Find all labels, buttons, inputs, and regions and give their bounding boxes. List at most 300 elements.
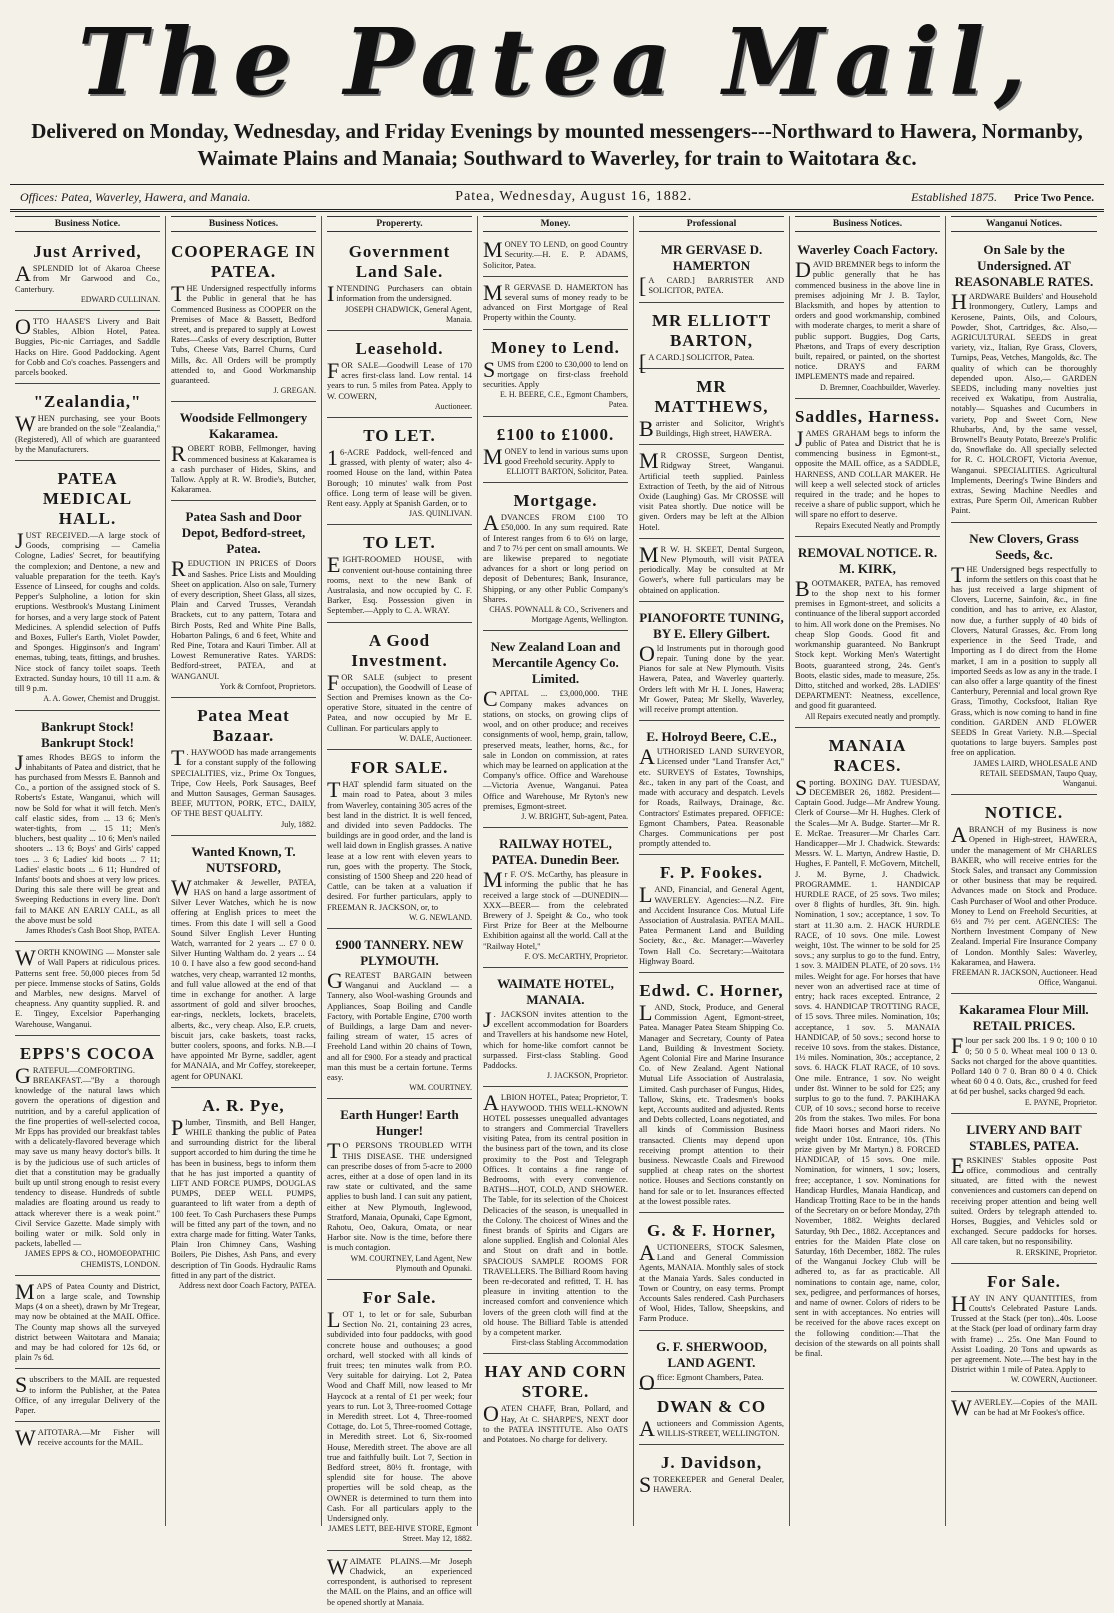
ad-signature: Auctioneer.	[434, 401, 472, 411]
ad-text: ld Instruments put in thorough good repair. Tuning done by the year. Pianos for sale at New Plymouth. Visits Hawera, Patea, and Waverley quarterly. Orders left with Mr H. I. Jones, Hawera; Mr Gower, Patea; Mr Skelly, Waverley, will receive prompt attention.	[639, 643, 784, 715]
drop-capital: T	[327, 777, 341, 803]
ad-text: AND, Financial, and General Agent, WAVERLEY. Agencies:—N.Z. Fire and Accident Insurance Cos. Mutual Life Association of Australasia. PATEA MAIL. Patea Permanent Land and Building Society, &c., &c. Manager:—Waverley Town Hall Co. Secretary:—Waitotara Highway Board.	[639, 885, 784, 966]
ad-body	[795, 774, 940, 1360]
column-4	[478, 216, 634, 1526]
ad-signature: JAMES LETT, BEE-HIVE STORE, Egmont Street. May 12, 1882.	[328, 1524, 472, 1544]
drop-capital: L	[327, 1307, 341, 1333]
column-heading: Professional	[639, 216, 784, 232]
ad-body	[15, 1278, 160, 1364]
ad-title: TO LET.	[363, 533, 436, 553]
advertisement	[483, 333, 628, 417]
ad-body	[327, 1307, 472, 1524]
price: Price Two Pence.	[1014, 191, 1094, 204]
advertisement	[483, 971, 628, 1087]
ad-signature: E. H. BEERE, C.E., Egmont Chambers, Patea.	[500, 390, 628, 410]
drop-capital: C	[483, 686, 498, 712]
column-heading: Wanganui Notices.	[951, 216, 1097, 232]
ad-text: RSKINES' Stables opposite Post office, commodious and centrally situated, are fitted with the newest conveniences and customers can depend on receiving proper attention and being well suited. Orders by telegraph attended to. Horses, Buggies, and Vehicles sold or exchanged. Secure paddocks for horses. All care taken, but no responsibility.	[951, 1155, 1097, 1247]
ad-title: Kakaramea Flour Mill. RETAIL PRICES.	[959, 1002, 1089, 1034]
ad-body	[639, 640, 784, 715]
drop-capital: T	[951, 561, 965, 587]
drop-capital: O	[639, 1369, 655, 1395]
drop-capital: A	[639, 1415, 655, 1441]
ad-body	[639, 349, 784, 375]
ad-text: SPLENDID lot of Akaroa Cheese from Mr Garwood and Co., Canterbury.	[15, 264, 160, 294]
ad-title: For Sale.	[362, 1288, 437, 1308]
advertisement	[327, 334, 472, 418]
ad-body	[795, 425, 940, 521]
ad-text: ames Rhodes BEGS to inform the inhabitants of Patea and district, that he has purchased from Messrs E. Bannoh and Co., a portion of the assigned stock of S. Roberts's Estate, Wanganui, which will now be Sold for what it will fetch. Men's calf elastic sides, from ... 13 6; Men's water-tights, from ... 15 11; Men's bluchers, best quality ... 10 6; Men's nailed shooters ... 13 6; Boys' and Girls' capped toes ... 3 6; Ladies' kid boots ... 7 11; Ladies' elastic boots ... 6 11; Hundred of Infants' boots and shoes at very low prices. During this sale there will be great and Sweeping Reductions in every line. Don't fail to MAKE AN EARLY CALL, as all the above must be sold	[15, 752, 160, 925]
advertisement	[639, 976, 784, 1213]
column-heading: Business Notices.	[795, 216, 940, 232]
ad-text: 6-ACRE Paddock, well-fenced and grassed, with plenty of water; also 4-roomed House on the land, within Patea Borough; 10 minutes' walk from Post office. Long term of lease will be given. Rent easy. Apply at Spanish Garden, or to	[327, 448, 472, 509]
advertisement	[171, 504, 316, 698]
drop-capital: W	[171, 874, 192, 900]
ad-text: R CROSSE, Surgeon Dentist, Ridgway Street, Wanganui. Artificial teeth supplied. Painless Extraction of Teeth, by the aid of Nitrous Oxide (Laughing) Gas. Mr CROSSE will visit Patea shortly. Due notice will be given. Orders may be left at the Albion Hotel.	[639, 451, 784, 532]
ad-body	[639, 999, 784, 1207]
ad-body	[327, 777, 472, 913]
ad-body	[327, 281, 472, 307]
drop-capital: H	[951, 1290, 967, 1316]
ad-body	[639, 1240, 784, 1325]
ad-text: porting. BOXING DAY. TUESDAY, DECEMBER 26, 1882. President—Captain Good. Judge—Mr Andrew Young. Clerk of Course—Mr H. Hughes. Clerk of the Scales—Mr A. Budge. Starter—Mr R. E. McRae. Treasurer—Mr Charles Carr. Handicapper—Mr J. Chadwick. Stewards: Messrs. W. L. Martyn, Andrew Hastie, D. Hughes, F. Pantell, F. McGovern, Mitchell, J. M. Byrne, J. Chadwick. PROGRAMME. 1. HANDICAP HURDLE RACE, of 25 sovs. Two miles; over 8 flights of hurdles, 3ft. 9in. high. Nomination, 1 sov.; acceptance, 1 sov. To start at 11.30 a.m. 2. HACK HURDLE RACE, of 10 sovs. One mile. Lowest weight, 10st. The winner to be sold for 25 sovs.; any surplus to go to the fund. Entry, 1 sov. 3. MAIDEN PLATE, of 20 sovs. 1½ miles. Weight for age. For horses that have never won an advertised race at time of entry; hack races excepted. Entrance, 2 sovs. 4. HANDICAP TROTTING RACE, of 15 sovs. Three miles. Nomination, 10s; acceptance, 1 sov. 5. MANAIA HANDICAP, of 50 sovs.; second horse to receive 10 sovs. from the stakes. Distance, 1½ miles. Nomination, 30s.; acceptance, 2 sovs. 6. HACK FLAT RACE, of 10 sovs. One mile. Entrance, 1 sov. No weight under 8st. Winner to be sold for £25; any surplus to go to the fund. 7. PAKIHAKA CUP, of 10 sovs.; second horse to receive 20s from the stakes. Two miles. For bona fide Maori horses and Maori riders. No weight under 10st. Entrance, 10s. (This prize given by Mr Martyn.) 8. FORCED HANDICAP, of 15 sovs. One mile. Nomination, for winners, 1 sov.; losers, free; acceptance, 1 sov. Nominations for Handicap Hurdles, Manaia Handicap, and Handicap Trotting Race to be in the hands of the Secretary on or before Monday, 27th November, 1882. Weights declared Saturday, 9th Dec., 1882. Acceptances and entries for the Maiden Plate close on Saturday, 16th December, 1882. The rules of the Wanganui Jockey Club will be adhered to, as far as practicable. All nominations to contain age, name, color, sex, pedigree, and performances of horses, and name of owner. Colors of riders to be sent in with acceptances. No entries will be received for the above races except on the following condition:—That the decision of the stewards on all points shall be final.	[795, 777, 940, 1359]
ad-body	[795, 575, 940, 712]
drop-capital: W	[15, 945, 36, 971]
ad-body	[327, 967, 472, 1083]
ad-signature: CHAS. POWNALL & CO., Scriveners and Mortgage Agents, Wellington.	[489, 605, 628, 625]
ad-text: TTO HAASE'S Livery and Bait Stables, Albion Hotel, Patea. Buggies, Pic-nic Carriages, and Saddle Hacks on Hire. Good Paddocking. Agent for Cobb and Co's coaches. Passengers and parcels booked.	[15, 317, 160, 378]
ad-title: DWAN & CO	[656, 1396, 767, 1416]
advertisement	[15, 714, 160, 943]
ad-title: New Clovers, Grass Seeds, &c.	[969, 530, 1079, 562]
ad-signature: All Repairs executed neatly and promptly.	[805, 711, 940, 721]
ad-text: . JACKSON invites attention to the excellent accommodation for Boarders and Travellers at his handsome new Hotel, which for home-like comfort cannot be surpassed. First-class Stabling. Good Paddocks.	[483, 1009, 628, 1070]
ad-body	[15, 314, 160, 378]
drop-capital: G	[327, 967, 343, 993]
ad-body	[327, 1138, 472, 1253]
ad-signature: W. G. NEWLAND.	[408, 912, 472, 922]
ad-title: G. & F. Horner,	[647, 1221, 776, 1240]
advertisement	[171, 701, 316, 836]
advertisement	[327, 1554, 472, 1613]
advertisement	[15, 387, 160, 461]
ad-body	[15, 945, 160, 1030]
ad-title: Patea Sash and Door Depot, Bedford-street, Patea.	[181, 509, 306, 557]
ad-title: NOTICE.	[984, 803, 1064, 823]
advertisement	[795, 402, 940, 537]
drop-capital: W	[15, 1425, 36, 1451]
ad-text: uctioneers and Commission Agents, WILLIS-STREET, WELLINGTON.	[656, 1418, 784, 1439]
advertisement	[639, 306, 784, 375]
drop-capital: I	[327, 281, 335, 307]
ad-title: Money to Lend.	[491, 337, 620, 357]
ad-body	[483, 356, 628, 391]
drop-capital: [	[639, 273, 647, 299]
ad-body	[483, 237, 628, 271]
ad-signature: J. JACKSON, Proprietor.	[546, 1071, 628, 1081]
advertisement	[795, 540, 940, 728]
advertisement	[795, 731, 940, 1365]
column-2	[166, 216, 322, 1526]
advertisement	[15, 1372, 160, 1422]
advertisement	[327, 626, 472, 750]
ad-text: . HAYWOOD has made arrangements for a constant supply of the following SPECIALITIES, viz., Prime Ox Tongues, Tripe, Cow Heels, Pork Sausages, Beef and Mutton Sausages, German Sausages. BEEF, MUTTON, PORK, ETC., DAILY, OF THE BEST QUALITY.	[171, 748, 316, 819]
ad-body	[639, 744, 784, 849]
ad-body	[171, 281, 316, 386]
ad-text: A CARD.] BARRISTER AND SOLICITOR, PATEA.	[648, 276, 784, 296]
drop-capital: A	[15, 261, 31, 287]
ad-text: EDUCTION IN PRICES of Doors and Sashes. Price Lists and Moulding Sheet on application. Also on sale, Turnery of every description, Sheet Glass, all sizes, Plain and Carved Trusses, Verandah Brackets, cut to any pattern, Totara and Birch Posts, Red and White Pine Balls, Hobarton Palings, 6 and 6 feet, White and Red Pine, Totara and Kauri Timber. All at Lowest Remunerative Rates. YARDS: Bedford-street, PATEA, and at WANGANUI.	[171, 559, 316, 681]
column-heading: Propererty.	[327, 216, 472, 232]
ad-signature: JAMES LAIRD, WHOLESALE AND RETAIL SEEDSMAN, Taupo Quay, Wanganui.	[973, 758, 1097, 788]
column-1	[10, 216, 166, 1526]
ad-title: Just Arrived,	[33, 242, 142, 262]
advertisement	[327, 421, 472, 525]
ad-text: HE Undersigned respectfully informs the Public in general that he has Commenced Business as COOPER on the Premises of Mace & Bassett, Bedford street, and is prepared to supply at Lowest Rates—Casks of every description, Butter Tubs, Cheese Vats, Barrel Churns, Curd Mills, &c. All Orders will be promptly attended to, and Good Workmanship guaranteed.	[171, 284, 316, 386]
advertisement	[951, 526, 1097, 795]
drop-capital: J	[795, 425, 804, 451]
drop-capital: 1	[327, 445, 338, 471]
drop-capital: [	[639, 349, 647, 375]
ad-text: AIMATE PLAINS.—Mr Joseph Chadwick, an experienced correspondent, is authorised to represent the MAIL on the Plains, and an office will be opened shortly at Manaia.	[327, 1556, 472, 1607]
ad-body	[171, 441, 316, 495]
ad-body	[795, 257, 940, 382]
drop-capital: M	[15, 1278, 35, 1304]
advertisement	[483, 420, 628, 484]
ad-title: TO LET.	[363, 426, 436, 446]
ad-text: APS of Patea County and District, on a large scale, and Township Maps (4 on a sheet), drawn by Mr Tregear, may now be obtained at the MAIL Office. The County map shows all the surveyed district between Waitotara and Manaia; and may be had colored for 12s 6d, or plain 7s 6d.	[15, 1281, 160, 1363]
ad-signature: EDWARD CULLINAN.	[80, 294, 160, 304]
ad-signature: W. COWERN, Auctioneer.	[1010, 1375, 1097, 1385]
drop-capital: M	[483, 443, 503, 469]
ad-title: Edwd. C. Horner,	[639, 980, 784, 1000]
ad-title: REMOVAL NOTICE. R. M. KIRK,	[797, 544, 938, 576]
advertisement	[483, 831, 628, 968]
column-heading: Business Notices.	[171, 216, 316, 232]
columns-container	[10, 216, 1104, 1607]
drop-capital: R	[171, 441, 186, 467]
advertisement	[639, 448, 784, 539]
ad-signature: E. PAYNE, Proprietor.	[1024, 1097, 1097, 1107]
drop-capital: A	[639, 1240, 655, 1265]
ad-signature: F. O'S. McCARTHY, Proprietor.	[524, 951, 628, 961]
ad-text: AITOTARA.—Mr Fisher will receive accounts for the MAIL.	[37, 1428, 160, 1448]
ad-signature: A. A. Gower, Chemist and Druggist.	[43, 694, 160, 704]
tagline: Delivered on Monday, Wednesday, and Friday Evenings by mounted messengers---Northward to Hawera, Normanby, Waimate Plains and Manaia; Southward to Waverley, for train to Waitotara &c.	[31, 119, 1083, 170]
ad-body	[639, 1369, 784, 1395]
ad-signature: FREEMAN R. JACKSON, Auctioneer. Head Office, Wanganui.	[951, 967, 1097, 988]
ad-body	[951, 561, 1097, 759]
ad-title: COOPERAGE IN PATEA.	[171, 242, 316, 282]
column-5	[634, 216, 790, 1526]
drop-capital: L	[639, 999, 653, 1025]
column-heading: Business Notice.	[15, 216, 160, 232]
ad-body	[171, 556, 316, 681]
advertisement	[15, 945, 160, 1036]
ad-body	[171, 874, 316, 1082]
advertisement	[171, 1091, 316, 1296]
advertisement	[639, 858, 784, 973]
ad-text: r F. O'S. McCarthy, has pleasure in informing the public that he has received a large stock of —DUNEDIN—XXX—BEER— from the celebrated Brewery of J. Speight & Co., who took First Prize for Beer at the Melbourne Exhibition against all the world. Call at the "Railway Hotel,"	[483, 870, 628, 951]
ad-title: MR ELLIOTT BARTON,	[651, 310, 772, 350]
ad-body	[483, 279, 628, 324]
ad-title: A. R. Pye,	[202, 1095, 285, 1115]
ad-text: lour per sack 200 lbs. 1 9 0; 100 0 10 0; 50 0 5 0. Wheat meal 100 0 13 0. Sacks not charged for the above quantities. Pollard 140 0 7 0. Bran 80 0 4 0. Chick wheat 60 0 4 0. Oats, &c., crushed for feed at 6d per bushel, sacks charged 9d each.	[951, 1036, 1097, 1097]
ad-title: A Good Investment.	[351, 630, 448, 670]
ad-signature: J. GREGAN.	[273, 386, 316, 396]
advertisement	[639, 1392, 784, 1445]
advertisement	[327, 1283, 472, 1551]
advertisement	[327, 528, 472, 622]
advertisement	[327, 932, 472, 1099]
ad-text: HE Undersigned begs respectfully to inform the settlers on this coast that he has just received a large shipment of Clovers, Lucerne, Sainfoin, &c., in fine condition, and has to arrive, ex Alastor, now due, a further supply of 40 bids of Clovers, Natural Grasses, &c. From long experience in the Seed Trade, and Importing as I do direct from the Home market, I am in a position to supply all imported Seeds as low as any in the trade. I can also offer a large quantity of the finest Canterbury, Perennial and local grown Rye Grass, Timothy, Cocksfoot, Italian Rye Grass, which is now coming to hand in fine condition. GARDEN AND FLOWER SEEDS In Great Variety. N.B.—Special quotations to large buyers. Samples post free on application.	[951, 564, 1097, 758]
advertisement	[15, 1425, 160, 1453]
drop-capital: M	[639, 541, 659, 567]
ad-body	[951, 1290, 1097, 1376]
drop-capital: P	[171, 1114, 184, 1140]
advertisement	[639, 237, 784, 302]
advertisement	[639, 724, 784, 855]
ad-signature: W. DALE, Auctioneer.	[399, 733, 472, 743]
drop-capital: T	[171, 281, 185, 307]
ad-title: For Sale.	[987, 1271, 1061, 1291]
ad-text: UTHORISED LAND SURVEYOR, Licensed under "Land Transfer Act," etc. SURVEYS of Estates, Townships, &c., taken in any part of the Coast, and made with accuracy and despatch. Levels for Roads, Railways, Drainage, &c. Contractors' Estimates prepared. OFFICE: Egmont Chambers, Patea. Reasonable Charges. Communications per post promptly attended to.	[639, 747, 784, 849]
ad-text: LBION HOTEL, Patea; Proprietor, T. HAYWOOD. THIS WELL-KNOWN HOTEL possesses unequalled advantages to strangers and Commercial Travellers visiting Patea, from its central position in the business part of the town, and its close proximity to the Post and Telegraph Offices. It contains a fine range of Bedrooms, with every convenience. BATHS—HOT, COLD, AND SHOWER. The Table, for its selection of the Choicest Delicacies of the season, is unequalled in the Colony. The choicest of Wines and the finest brands of Spirits and Cigars are alone supplied. English and Colonial Ales and Stout on draft and in bottle. SPACIOUS SAMPLE ROOMS FOR TRAVELLERS. The Billiard Room having been re-decorated and refitted, T. H. has pleasure in inviting attention to the increased comfort and convenience which lovers of the green cloth will find at the old house. The Billiard Table is attended by a competent marker.	[483, 1093, 628, 1338]
advertisement	[795, 237, 940, 399]
advertisement	[327, 1102, 472, 1280]
ad-text: O PERSONS TROUBLED WITH THIS DISEASE. THE undersigned can prescribe doses of from 5-acre to 2000 acres, either at a dose of open land in its raw state or cultivated, and the same applies to bush land. I can suit any patient, either at New Plymouth, Inglewood, Stratford, Manaia, Opunaki, Cape Egmont, Rahotu, Oeo, Oakura, Omata, or near Harbor site. Now is the time, before there is much contagion.	[327, 1141, 472, 1253]
advertisement	[639, 1448, 784, 1500]
ad-signature: Address next door Coach Factory, PATEA.	[178, 1281, 316, 1291]
ad-title: WAIMATE HOTEL, MANAIA.	[497, 975, 614, 1007]
drop-capital: T	[327, 1138, 341, 1164]
ad-title: Mortgage.	[513, 491, 598, 511]
ad-text: R GERVASE D. HAMERTON has several sums of money ready to be advanced on First Mortgage of Real Property within the County.	[483, 282, 628, 323]
advertisement	[15, 1279, 160, 1370]
drop-capital: W	[15, 411, 36, 437]
drop-capital: L	[639, 882, 653, 908]
drop-capital: A	[483, 510, 499, 536]
drop-capital: A	[951, 822, 967, 848]
drop-capital: R	[171, 556, 186, 582]
ad-body	[639, 1415, 784, 1441]
ad-text: TOREKEEPER and General Dealer, HAWERA.	[653, 1475, 784, 1495]
drop-capital: F	[327, 669, 340, 695]
advertisement	[639, 1216, 784, 1331]
advertisement	[483, 1090, 628, 1354]
ad-title: Wanted Known, T. NUTSFORD,	[191, 843, 296, 875]
advertisement	[483, 280, 628, 330]
ad-body	[639, 448, 784, 533]
drop-capital: M	[483, 867, 503, 893]
ad-body	[483, 1090, 628, 1338]
ad-text: R W. H. SKEET, Dental Surgeon, New Plymouth, will visit PATEA periodically. May be consulted at Mr Gower's, where full particulars may be obtained on application.	[639, 544, 784, 595]
drop-capital: T	[171, 745, 185, 771]
ad-text: HAT splendid farm situated on the main road to Patea, about 3 miles from Waverley, containing 305 acres of the best land in the district. It is well fenced, and divided into seven Paddocks. The buildings are in good order, and the land is well laid down in English grasses. A native lease at a low rent with eleven years to run, goes with the property. The Stock, consisting of 1500 Sheep and 220 head of Cattle, can be taken at a valuation if desired. For further particulars, apply to FREEMAN R. JACKSON, or, to	[327, 780, 472, 912]
ad-body	[15, 261, 160, 295]
drop-capital: O	[15, 314, 31, 340]
ad-text: arrister and Solicitor, Wright's Buildings, High street, HAWERA.	[655, 418, 784, 439]
drop-capital: S	[795, 774, 808, 800]
ad-signature: James Rhodes's Cash Boot Shop, PATEA.	[25, 925, 160, 935]
drop-capital: F	[327, 358, 340, 384]
ad-body	[171, 1114, 316, 1281]
ad-text: UST RECEIVED.—A large stock of Goods, comprising — Camelia Cologne, Ladies' Secret, for beautifying the complexion; and Dentone, a new and valuable preparation for the teeth. Kay's Essence of Linseed, for coughs and colds. Pepper's Sulpholine, a lotion for skin eruptions. Westbrook's Mustang Liniment for horses, and a very large stock of Patent Medicines. A splendid selection of Puffs and Boxes, Fuller's Earth, Violet Powder, and Sponges. Higginson's and Ingram' enemas, tubing, teats, fittings, and brushes. Nice stock of fancy toilet soaps. Teeth Extracted. Sunday hours, 10 till 11 a.m. & till 9 p.m.	[15, 531, 160, 694]
advertisement	[327, 753, 472, 929]
ad-title: Saddles, Harness.	[795, 406, 940, 426]
ad-body	[15, 528, 160, 694]
ad-text: ORTH KNOWING — Monster sale of Wall Papers at ridiculous prices. Patterns sent free. 50,000 pieces from 5d per piece. Immense stocks of Satins, Golds and Marbles, new designs. Marvel of cheapness. Any quantity supplied. R. and E. Tingey, Excelsior Paperhanging Warehouse, Wanganui.	[15, 948, 160, 1029]
drop-capital: E	[951, 1152, 965, 1178]
ad-title: Bankrupt Stock! Bankrupt Stock!	[41, 718, 134, 750]
ad-text: lumber, Tinsmith, and Bell Hanger, WHILE thanking the public of Patea and surrounding district for the liberal support accorded to him during the time he has been in business, begs to inform them that he has just imported a quantity of LIFT AND FORCE PUMPS, DOUGLAS PUMPS, DEEP WELL PUMPS, guaranteed to lift water from a depth of 100 feet. To Cash Purchasers these Pumps will be fitted any part of the town, and no extra charge made for fitting. Water Tanks, Plain Iron Chimney Cans, Washing Boilers, Pie Dishes, Ash Pans, and every description of Tin Goods. Hydraulic Rams fitted in any part of the district.	[171, 1117, 316, 1280]
ad-body	[171, 745, 316, 819]
drop-capital: W	[951, 1394, 972, 1420]
ad-text: RATEFUL—COMFORTING. BREAKFAST.—"By a thorough knowledge of the natural laws which govern the operations of digestion and nutrition, and by a careful application of the fine properties of well-selected cocoa, Mr Epps has provided our breakfast tables with a delicately-flavored beverage which may save us many heavy doctor's bills. It is by the judicious use of such articles of diet that a constitution may be gradually built up until strong enough to resist every tendency to disease. Hundreds of subtle maladies are floating around us ready to attack wherever there is a weak point." Civil Service Gazette. Made simply with boiling water or milk. Sold only in packets, labelled —	[15, 1065, 160, 1249]
ad-title: EPPS'S COCOA	[19, 1043, 156, 1063]
advertisement	[951, 1267, 1097, 1392]
advertisement	[483, 486, 628, 631]
ad-body	[15, 1372, 160, 1416]
ad-body	[327, 445, 472, 509]
drop-capital: A	[639, 744, 655, 770]
ad-text: UCTIONEERS, STOCK Salesmen, Land and General Commission Agents, MANAIA. Monthly sales of stock at the Manaia Yards. Sales conducted in Town or Country, on easy terms. Prompt Accounts Sales rendered. Cash Purchasers of Wool, Hides, Tallow, Sheepskins, and Farm Produce.	[639, 1243, 784, 1324]
advertisement	[327, 237, 472, 331]
ad-title: PATEA MEDICAL HALL.	[42, 469, 133, 529]
ad-text: APITAL ... £3,000,000. THE Company makes advances on stations, on stocks, on growing clips of wool, and on other produce; and receives consignments of wool, hemp, grain, tallow, preserved meats, leather, horns, &c., for sale in London on commission, at rates which may be learned on application at the Company's office. Office and Warehouse—Victoria Avenue, Wanganui. Patea Office and Warehouse, Mr Ryton's new premises, Egmont-street.	[483, 689, 628, 811]
ad-body	[327, 358, 472, 402]
ad-text: AY IN ANY QUANTITIES, from Coutts's Celebrated Pasture Lands. Trussed at the Stack (per ton)...40s. Loose at the Stack (per load of ordinary farm dray with frame) ... 25s. One Man Found to Assist Loading. 20 Tons and upwards as per agreement. Note.—The best hay in the District within 1 mile of Patea. Apply to	[951, 1293, 1097, 1375]
ad-signature: York & Cornfoot, Proprietors.	[219, 681, 316, 691]
ad-text: AVERLEY.—Copies of the MAIL can be had at Mr Fookes's office.	[973, 1397, 1097, 1417]
dateline-right	[897, 190, 1094, 205]
advertisement	[951, 1395, 1097, 1423]
ad-text: ATEN CHAFF, Bran, Pollard, and Hay, At C. SHARPE'S, NEXT door to the PATEA INSTITUTE. Also OATS and Potatoes. No charge for delivery.	[483, 1404, 628, 1445]
ad-title: RAILWAY HOTEL, PATEA. Dunedin Beer.	[491, 836, 620, 868]
ad-title: Earth Hunger! Earth Hunger!	[340, 1107, 459, 1139]
ad-body	[951, 1394, 1097, 1420]
advertisement	[951, 237, 1097, 522]
advertisement	[483, 1357, 628, 1450]
ad-body	[951, 822, 1097, 968]
ad-title: LIVERY AND BAIT STABLES, PATEA.	[966, 1121, 1082, 1153]
ad-title: New Zealand Loan and Mercantile Agency Co. Limited.	[490, 639, 621, 687]
ad-signature: ELLIOTT BARTON, Solicitor, Patea.	[506, 467, 628, 477]
ad-signature: Repairs Executed Neatly and Promptly	[815, 520, 940, 530]
advertisement	[951, 798, 1097, 994]
ad-text: OT 1, to let or for sale, Suburban Section No. 21, containing 23 acres, subdivided into four paddocks, with good concrete house and outhouses; a good orchard, well stocked with all kinds of fruit trees; ten minutes walk from P.O. Very suitable for dairying. Lot 2, Patea Wood and Chaff Mill, now leased to Mr Haycock at a rental of £1 per week; four years to run. Lot 3, Three-roomed Cottage in Meredith street. Lot 4, Three-roomed Cottage, do. Lot 5, Three-roomed Cottage, in Meredith street. Lot 6, Six-roomed House, Meredith street. The above are all true and faithfully built. Lot 7, Section in Bedford street, 80½ ft. frontage, with splendid site for house. The above properties will be sold cheap, as the OWNER is determined to turn them into Cash. For all particulars apply to the Undersigned only.	[327, 1310, 472, 1524]
ad-title: "Zealandia,"	[33, 392, 142, 412]
dateline	[10, 184, 1104, 212]
column-7	[946, 216, 1102, 1526]
drop-capital: S	[483, 356, 496, 382]
advertisement	[951, 1117, 1097, 1264]
ad-body	[327, 669, 472, 734]
drop-capital: H	[951, 289, 967, 315]
issue-date: Patea, Wednesday, August 16, 1882.	[455, 189, 693, 204]
ad-title: MR MATTHEWS,	[654, 376, 769, 416]
column-3	[322, 216, 478, 1607]
drop-capital: J	[483, 1006, 492, 1032]
ad-text: AND, Stock, Produce, and General Commission Agent, Egmont-street, Patea. Manager Patea Steam Shipping Co. Manager and Secretary, County of Patea Land, Building & Investment Society. Agent Colonial Fire and Marine Insurance Co. of New Zealand. Agent National Mutual Life Association of Australasia, Limited. Cash purchaser of Fungus, Hides, Tallow, Skins, etc. Tradesmen's books kept, Accounts audited and adjusted. Rents and Debts collected, Loans negotiated, and all kinds of Commission Business transacted. Clients may depend upon receiving prompt attention to their business. Newcastle Coals and Firewood supplied at cheap rates on the shortest notice. Houses and Sections constantly on hand for sale or to let. Insurances effected at the lowest possible rates.	[639, 1002, 784, 1206]
ad-signature: JAMES EPPS & CO., HOMOEOPATHIC CHEMISTS, LONDON.	[24, 1249, 160, 1269]
ad-body	[639, 882, 784, 967]
ad-title: Woodside Fellmongery Kakaramea.	[179, 410, 308, 442]
drop-capital: S	[639, 1472, 652, 1498]
advertisement	[15, 314, 160, 384]
advertisement	[483, 237, 628, 277]
newspaper-title: The Patea Mail,	[77, 8, 1037, 116]
ad-text: atchmaker & Jeweller, PATEA, HAS on hand a large assortment of Silver Lever Watches, which he is now offering at English prices to meet the times. From this date I will sell a Good Sound Silver English Lever Hunting Watch, warranted for 2 years ... £7 0 0. Silver Hunting Waltham do. 2 years ... £4 10 0. I have also a few good second-hand watches, very cheap, warranted 12 months, and full value allowed at the end of that time in exchange for another. A large assortment of gold and silver brooches, ear-rings, necklets, lockets, bracelets, alberts, &c., very cheap. Also, E.P. cruets, biscuit jars, cake baskets, toast racks, butter coolers, spoons, and forks. N.B.—I have appointed Mr Byrne, saddler, agent for MANAIA, and Mr Coffey, storekeeper, agent for OPUNAKI.	[171, 877, 316, 1081]
column-6	[790, 216, 946, 1526]
ad-text: ONEY to lend in various sums upon good Freehold security. Apply to	[504, 446, 628, 466]
drop-capital: G	[15, 1062, 31, 1088]
ad-title: E. Holroyd Beere, C.E.,	[646, 729, 777, 745]
ad-text: ubscribers to the MAIL are requested to inform the Publisher, at the Patea Office, of any irregular Delivery of the Paper.	[15, 1375, 160, 1416]
ad-title: F. P. Fookes.	[660, 863, 763, 883]
ad-text: ONEY TO LEND, on good Country Security.—H. E. P. ADAMS, Solicitor, Patea.	[483, 240, 628, 270]
ad-title: Waverley Coach Factory.	[797, 242, 938, 258]
ad-body	[327, 552, 472, 616]
ad-text: OR SALE—Goodwill Lease of 170 acres first-class land. Low rental. 14 years to run. 5 miles from Patea. Apply to W. COWERN,	[327, 361, 472, 401]
drop-capital: E	[327, 552, 341, 578]
ad-body	[483, 510, 628, 605]
advertisement	[171, 839, 316, 1088]
ad-body	[639, 415, 784, 441]
masthead	[10, 8, 1104, 118]
ad-title: FOR SALE.	[350, 758, 449, 778]
ad-text: IGHT-ROOMED HOUSE, with convenient out-house containing three rooms, next to the new Bank of Australasia, and now occupied by C. F. Barker, Esq. Possession given in September.—Apply to C. A. WRAY.	[327, 555, 472, 616]
ad-title: G. F. SHERWOOD, LAND AGENT.	[656, 1338, 767, 1370]
drop-capital: M	[639, 448, 659, 474]
ad-title: MR GERVASE D. HAMERTON	[660, 242, 763, 274]
advertisement	[639, 372, 784, 445]
drop-capital: D	[795, 257, 811, 283]
ad-text: BRANCH of my Business is now Opened in High-street, HAWERA, under the management of Mr CHARLES BAKER, who will receive entries for the Stock Sales, and transact any Commission or other business that may be required. Advances made on Stock and Produce. Cash Purchaser of Wool and other Produce. Money to Lend on Freehold Securities, at 6½ and 7½ per cent. AGENCIES: The Northern Investment Company of New Zealand. Imperial Fire Insurance Company of London. Monthly Sales: Waverley, Kakaramea, and Hawera.	[951, 825, 1097, 967]
ad-body	[327, 1553, 472, 1608]
ad-signature: WM. COURTNEY, Land Agent, New Plymouth and Opunaki.	[350, 1253, 472, 1273]
ad-signature: First-class Stabling Accommodation	[511, 1338, 628, 1348]
column-heading: Money.	[483, 216, 628, 232]
offices-line: Offices: Patea, Waverley, Hawera, and Manaia.	[20, 189, 251, 204]
ad-text: AMES GRAHAM begs to inform the public of Patea and District that he is commencing business in Egmont-st., opposite the MAIL office, as a SADDLE, HARNESS, AND COLLAR MAKER. He will keep a well selected stock of articles required in the trade; and he hopes to receive a share of public support, which he will spare no effort to deserve.	[795, 428, 940, 520]
ad-text: ARDWARE Builders' and Household Ironmongery, Cutlery, Lamps and Kerosene, Paints, Oils, and Colours, Powder, Shot, Cartridges, &c. Also,— AGRICULTURAL SEEDS in great variety, viz., Italian, Rye Grass, Clovers, Turnips, Peas, Vetches, Mangolds, &c. The quality of which can be thoroughly depended upon. Also,— GARDEN SEEDS, including many novelties just received ex Wakatipu, from Australia, notably— Squashes and Cucumbers in variety, Pop and Sweet Corn, New Rhubarbs, And, by the same vessel, Brownell's Beauty Potato, Breeze's Prolific do, Snowflake do. All specially selected for R. C. HOLCROFT, Victoria Avenue, Wanganui. SPECIALITIES. Agricultural Implements, Deering's Twine Binders and extras, Sewing Machine Needles and extras, Pure Sperm Oil, American Rubber Paint.	[951, 292, 1097, 516]
ad-body	[639, 273, 784, 299]
ad-signature: JOSEPH CHADWICK, General Agent, Manaia.	[345, 304, 472, 324]
ad-title: J. Davidson,	[660, 1453, 763, 1473]
advertisement	[639, 542, 784, 602]
ad-text: REATEST BARGAIN between Wanganui and Auckland — a Tannery, also Wool-washing Grounds and Appliances, Soap Boiling and Candle Factory, with Portable Engine, £700 worth of Buildings, a large Dam and never-failing stream of water, 15 acres of Freehold Land within 20 chains of Town, and all for £900. For a steady and practical man this must be a certain fortune. Terms easy.	[327, 970, 472, 1082]
ad-title: Patea Meat Bazaar.	[197, 706, 290, 746]
drop-capital: B	[795, 575, 810, 601]
ad-title: Government Land Sale.	[348, 242, 451, 282]
drop-capital: S	[15, 1372, 28, 1398]
advertisement	[639, 605, 784, 721]
ad-title: Leasehold.	[355, 339, 444, 359]
drop-capital: O	[483, 1401, 499, 1427]
drop-capital: F	[951, 1033, 964, 1059]
ad-body	[15, 749, 160, 926]
drop-capital: A	[483, 1090, 499, 1116]
ad-body	[639, 1472, 784, 1498]
ad-body	[951, 1033, 1097, 1097]
ad-text: OR SALE (subject to present occupation), the Goodwill of Lease of Section and Premises known as the Co-operative Store, situated in the centre of Patea, and now occupied by Mr E. Cullinan. For particulars apply to	[327, 672, 472, 733]
ad-title: £900 TANNERY. NEW PLYMOUTH.	[335, 936, 464, 968]
drop-capital: O	[639, 640, 655, 666]
advertisement	[15, 237, 160, 311]
drop-capital: W	[327, 1553, 348, 1579]
ad-body	[483, 1401, 628, 1445]
